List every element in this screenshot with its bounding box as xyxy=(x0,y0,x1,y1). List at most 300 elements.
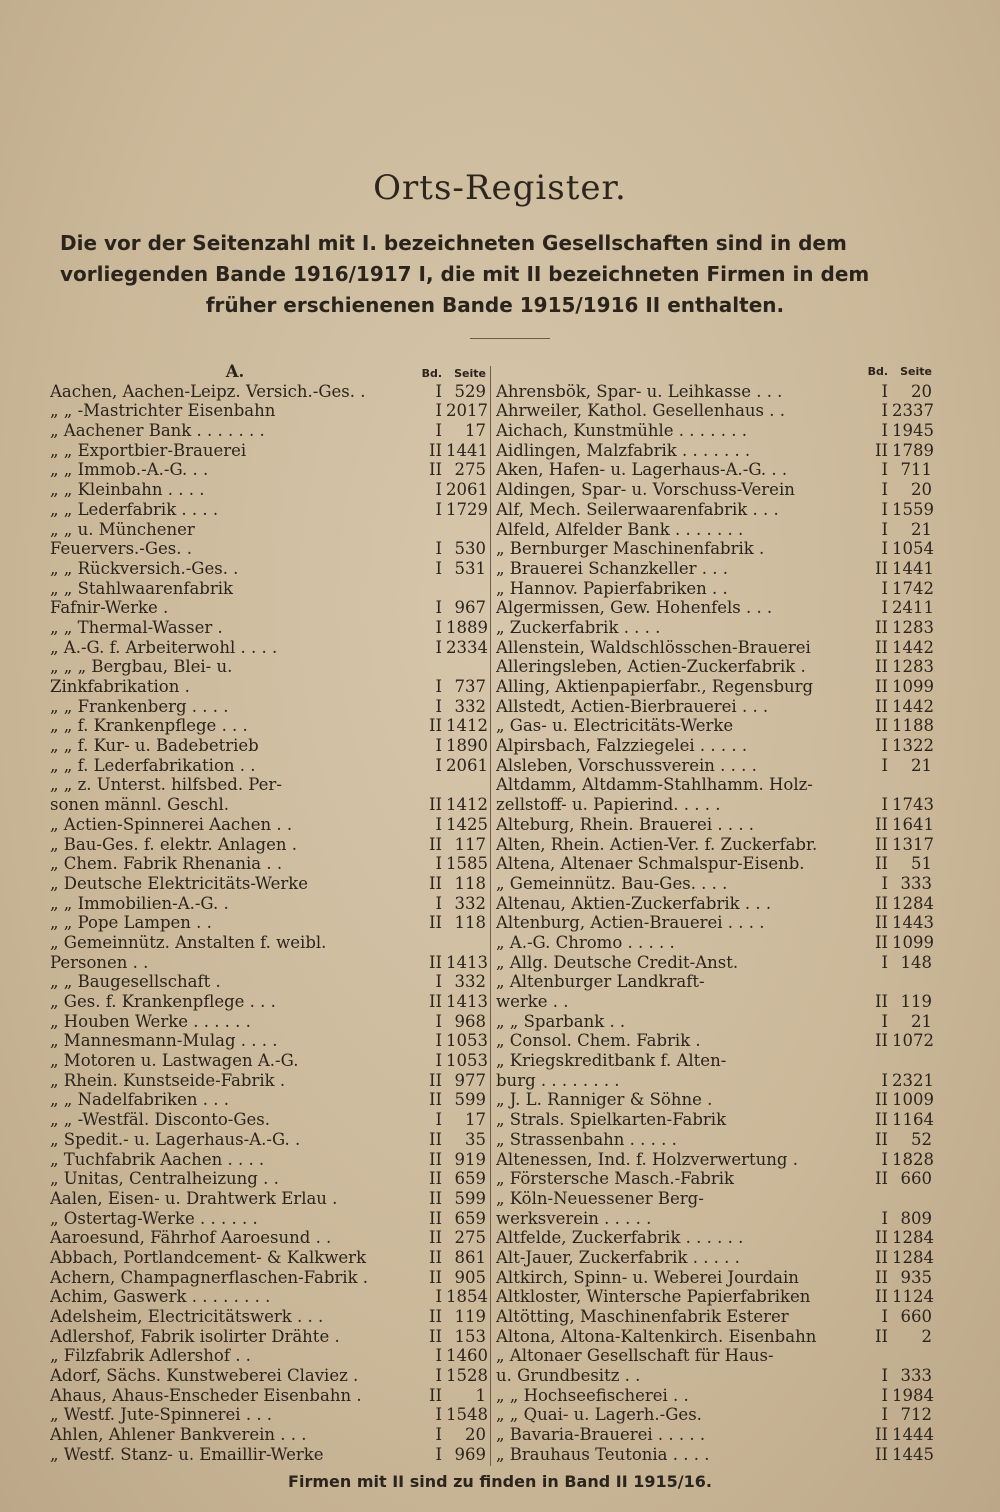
entry-volume: II xyxy=(874,854,888,874)
entry-volume: II xyxy=(428,1385,442,1405)
entry-volume: II xyxy=(428,460,442,480)
footer-note: Firmen mit II sind zu finden in Band II 1915/16. xyxy=(288,1472,712,1491)
entry-page: 530 xyxy=(454,539,486,559)
register-entry xyxy=(496,1012,932,1032)
entry-volume: I xyxy=(881,795,888,815)
entry-volume: II xyxy=(874,1267,888,1287)
entry-name: Ahrweiler, Kathol. Gesellenhaus . . xyxy=(496,401,785,421)
entry-page: 1053 xyxy=(446,1031,488,1051)
register-entry xyxy=(50,1405,486,1425)
register-entry xyxy=(496,933,932,953)
register-entry xyxy=(50,520,486,540)
register-entry xyxy=(50,953,486,973)
entry-name: „ „ Quai- u. Lagerh.-Ges. xyxy=(496,1405,702,1425)
register-entry xyxy=(50,835,486,855)
entry-page: 117 xyxy=(454,834,486,854)
entry-page: 1854 xyxy=(446,1287,488,1307)
section-letter: A. xyxy=(225,362,245,381)
entry-volume: I xyxy=(435,598,442,618)
entry-name: Altenburg, Actien-Brauerei . . . . xyxy=(496,913,765,933)
register-entry xyxy=(50,460,486,480)
register-entry xyxy=(496,815,932,835)
entry-name: „ Chem. Fabrik Rhenania . . xyxy=(50,854,283,874)
entry-page: 809 xyxy=(900,1208,932,1228)
entry-volume: I xyxy=(881,736,888,756)
register-entry xyxy=(496,1228,932,1248)
entry-page: 977 xyxy=(454,1070,486,1090)
register-entry xyxy=(50,579,486,599)
entry-page: 531 xyxy=(454,558,486,578)
entry-page: 1743 xyxy=(892,795,934,815)
entry-name: „ Altonaer Gesellschaft für Haus- xyxy=(496,1346,774,1366)
entry-name: „ „ Stahlwaarenfabrik xyxy=(50,578,234,598)
entry-page: 21 xyxy=(911,755,932,775)
entry-name: Aidlingen, Malzfabrik . . . . . . . xyxy=(496,440,751,460)
entry-volume: II xyxy=(874,1110,888,1130)
entry-name: „ „ „ Bergbau, Blei- u. xyxy=(50,657,233,677)
entry-volume: II xyxy=(874,1287,888,1307)
register-entry xyxy=(50,697,486,717)
register-entry xyxy=(496,716,932,736)
entry-page: 1425 xyxy=(446,814,488,834)
entry-name: „ Strals. Spielkarten-Fabrik xyxy=(496,1110,727,1130)
register-entry xyxy=(496,854,932,874)
register-entry xyxy=(496,1209,932,1229)
entry-page: 529 xyxy=(454,381,486,401)
entry-volume: I xyxy=(881,460,888,480)
entry-page: 333 xyxy=(900,1366,932,1386)
register-entry xyxy=(50,382,486,402)
register-entry xyxy=(496,972,932,992)
entry-name: „ „ Kleinbahn . . . . xyxy=(50,480,205,500)
register-columns xyxy=(50,362,935,1472)
entry-volume: II xyxy=(874,1090,888,1110)
entry-volume: II xyxy=(874,696,888,716)
entry-name: „ Spedit.- u. Lagerhaus-A.-G. . xyxy=(50,1129,301,1149)
entry-name: Ahrensbök, Spar- u. Leihkasse . . . xyxy=(496,381,783,401)
entry-volume: I xyxy=(881,401,888,421)
entry-volume: II xyxy=(874,716,888,736)
entry-volume: I xyxy=(435,854,442,874)
entry-volume: I xyxy=(881,1011,888,1031)
register-entry xyxy=(496,441,932,461)
register-entry xyxy=(496,1130,932,1150)
register-entry xyxy=(496,1346,932,1366)
entry-page: 1413 xyxy=(446,992,488,1011)
column-divider xyxy=(490,366,491,1466)
register-entry xyxy=(50,854,486,874)
entry-volume: I xyxy=(435,677,442,696)
entry-name: „ „ Immob.-A.-G. . . xyxy=(50,460,209,480)
intro-line: früher erschienenen Bande 1915/1916 II enthalten. xyxy=(205,293,785,317)
entry-volume: I xyxy=(881,1208,888,1228)
entry-name: Altötting, Maschinenfabrik Esterer xyxy=(496,1307,789,1326)
entry-volume: I xyxy=(881,1405,888,1425)
register-entry xyxy=(50,874,486,894)
register-entry xyxy=(50,1130,486,1150)
register-entry xyxy=(50,972,486,992)
register-entry xyxy=(496,835,932,855)
entry-name: Alteburg, Rhein. Brauerei . . . . xyxy=(496,814,755,834)
register-entry xyxy=(496,697,932,717)
entry-page: 969 xyxy=(454,1444,486,1464)
entry-page: 148 xyxy=(900,952,932,972)
entry-name: Adorf, Sächs. Kunstweberei Claviez . xyxy=(50,1366,359,1386)
entry-name: Aken, Hafen- u. Lagerhaus-A.-G. . . xyxy=(496,460,788,480)
register-entry xyxy=(50,559,486,579)
entry-page: 712 xyxy=(900,1405,932,1425)
entry-page: 1164 xyxy=(892,1110,934,1130)
register-entry xyxy=(50,756,486,776)
entry-name: „ Rhein. Kunstseide-Fabrik . xyxy=(50,1070,286,1090)
register-entry xyxy=(50,598,486,618)
entry-volume: II xyxy=(428,952,442,972)
entry-volume: II xyxy=(874,1247,888,1267)
entry-page: 1099 xyxy=(892,677,934,696)
register-entry xyxy=(496,1327,932,1347)
register-entry xyxy=(496,500,932,520)
entry-page: 17 xyxy=(465,421,486,441)
register-entry xyxy=(50,1110,486,1130)
entry-volume: II xyxy=(874,657,888,677)
entry-name: „ Ges. f. Krankenpflege . . . xyxy=(50,992,276,1011)
entry-page: 1548 xyxy=(446,1405,488,1425)
register-entry xyxy=(496,992,932,1012)
entry-volume: I xyxy=(881,381,888,401)
register-entry xyxy=(50,992,486,1012)
entry-volume: II xyxy=(428,1149,442,1169)
entry-page: 51 xyxy=(911,854,932,874)
entry-volume: II xyxy=(428,1307,442,1326)
entry-volume: II xyxy=(874,558,888,578)
entry-page: 21 xyxy=(911,519,932,539)
entry-volume: I xyxy=(881,1149,888,1169)
entry-name: Alfeld, Alfelder Bank . . . . . . . xyxy=(496,519,744,539)
register-entry xyxy=(496,894,932,914)
entry-volume: II xyxy=(428,873,442,893)
entry-volume: II xyxy=(428,1208,442,1228)
entry-volume: I xyxy=(881,873,888,893)
entry-name: „ Bavaria-Brauerei . . . . . xyxy=(496,1425,706,1445)
entry-volume: I xyxy=(435,1110,442,1130)
entry-volume: I xyxy=(435,421,442,441)
entry-name: Ahaus, Ahaus-Enscheder Eisenbahn . xyxy=(50,1385,362,1405)
entry-page: 1828 xyxy=(892,1149,934,1169)
entry-volume: I xyxy=(435,972,442,992)
entry-volume: II xyxy=(428,1188,442,1208)
register-entry xyxy=(50,1150,486,1170)
entry-name: werke . . xyxy=(496,992,569,1011)
vol-header: Bd. xyxy=(421,367,442,380)
entry-volume: I xyxy=(435,617,442,637)
entry-page: 332 xyxy=(454,972,486,992)
entry-page: 2061 xyxy=(446,480,488,500)
register-entry xyxy=(496,1189,932,1209)
entry-name: Allstedt, Actien-Bierbrauerei . . . xyxy=(496,696,769,716)
page-title: Orts-Register. xyxy=(373,168,627,208)
entry-name: „ Gemeinnütz. Bau-Ges. . . . xyxy=(496,873,728,893)
register-entry xyxy=(50,1071,486,1091)
register-entry xyxy=(496,618,932,638)
entry-volume: II xyxy=(428,1228,442,1248)
entry-page: 599 xyxy=(454,1090,486,1110)
register-entry xyxy=(496,460,932,480)
entry-volume: II xyxy=(874,1326,888,1346)
register-entry xyxy=(496,1090,932,1110)
register-entry xyxy=(50,1445,486,1465)
register-entry xyxy=(496,1268,932,1288)
register-entry xyxy=(496,1307,932,1327)
entry-name: Allenstein, Waldschlösschen-Brauerei xyxy=(496,637,811,657)
register-entry xyxy=(50,1425,486,1445)
register-entry xyxy=(50,1386,486,1406)
entry-volume: I xyxy=(435,1011,442,1031)
entry-page: 2321 xyxy=(892,1070,934,1090)
entry-name: Achern, Champagnerflaschen-Fabrik . xyxy=(50,1267,369,1287)
entry-volume: II xyxy=(428,1129,442,1149)
entry-name: „ Consol. Chem. Fabrik . xyxy=(496,1031,701,1051)
register-entry xyxy=(50,736,486,756)
entry-page: 1054 xyxy=(892,539,934,559)
entry-volume: I xyxy=(435,1405,442,1425)
entry-volume: II xyxy=(428,795,442,815)
entry-volume: I xyxy=(435,558,442,578)
entry-page: 20 xyxy=(465,1425,486,1445)
register-entry xyxy=(50,480,486,500)
entry-page: 1789 xyxy=(892,440,934,460)
register-entry xyxy=(496,1169,932,1189)
entry-volume: I xyxy=(435,1444,442,1464)
register-entry xyxy=(496,1366,932,1386)
entry-name: Achim, Gaswerk . . . . . . . . xyxy=(50,1287,271,1307)
entry-name: „ Bau-Ges. f. elektr. Anlagen . xyxy=(50,834,297,854)
entry-name: Altkirch, Spinn- u. Weberei Jourdain xyxy=(496,1267,799,1287)
entry-volume: I xyxy=(881,539,888,559)
entry-page: 1322 xyxy=(892,736,934,756)
entry-page: 737 xyxy=(454,677,486,696)
entry-name: Adlershof, Fabrik isolirter Drähte . xyxy=(50,1326,340,1346)
entry-name: „ Gemeinnütz. Anstalten f. weibl. xyxy=(50,932,327,952)
register-entry xyxy=(50,677,486,697)
entry-page: 1443 xyxy=(892,913,934,933)
register-entry xyxy=(496,756,932,776)
register-entry xyxy=(496,480,932,500)
entry-name: Aldingen, Spar- u. Vorschuss-Verein xyxy=(496,480,795,500)
entry-volume: I xyxy=(435,755,442,775)
entry-name: „ „ -Mastrichter Eisenbahn xyxy=(50,401,276,421)
entry-page: 275 xyxy=(454,460,486,480)
entry-volume: I xyxy=(435,1031,442,1051)
register-entry xyxy=(50,775,486,795)
entry-volume: II xyxy=(428,1247,442,1267)
entry-volume: I xyxy=(881,519,888,539)
entry-name: „ Deutsche Elektricitäts-Werke xyxy=(50,873,309,893)
entry-volume: I xyxy=(435,401,442,421)
entry-volume: II xyxy=(428,992,442,1011)
entry-volume: I xyxy=(881,598,888,618)
entry-page: 1444 xyxy=(892,1425,934,1445)
entry-page: 660 xyxy=(900,1307,932,1326)
entry-page: 660 xyxy=(900,1169,932,1189)
entry-name: „ Aachener Bank . . . . . . . xyxy=(50,421,265,441)
entry-page: 1984 xyxy=(892,1385,934,1405)
entry-page: 1124 xyxy=(892,1287,934,1307)
register-entry xyxy=(50,539,486,559)
entry-page: 1 xyxy=(475,1385,486,1405)
register-entry xyxy=(496,1150,932,1170)
entry-page: 1641 xyxy=(892,814,934,834)
entry-page: 2337 xyxy=(892,401,934,421)
entry-page: 2061 xyxy=(446,755,488,775)
entry-page: 1317 xyxy=(892,834,934,854)
entry-name: Alling, Aktienpapierfabr., Regensburg xyxy=(496,677,814,696)
register-entry xyxy=(50,1268,486,1288)
entry-page: 275 xyxy=(454,1228,486,1248)
register-entry xyxy=(50,1189,486,1209)
entry-name: „ „ Sparbank . . xyxy=(496,1011,626,1031)
entry-page: 1441 xyxy=(446,440,488,460)
register-entry xyxy=(50,795,486,815)
entry-volume: II xyxy=(874,1031,888,1051)
entry-volume: I xyxy=(435,499,442,519)
entry-name: „ „ f. Lederfabrikation . . xyxy=(50,755,256,775)
entry-name: „ Brauerei Schanzkeller . . . xyxy=(496,558,728,578)
entry-name: Zinkfabrikation . xyxy=(50,677,190,696)
entry-name: Alsleben, Vorschussverein . . . . xyxy=(496,755,757,775)
register-entry xyxy=(50,933,486,953)
entry-name: „ Actien-Spinnerei Aachen . . xyxy=(50,814,293,834)
entry-name: Personen . . xyxy=(50,952,149,972)
entry-page: 118 xyxy=(454,913,486,933)
register-entry xyxy=(496,1051,932,1071)
entry-name: u. Grundbesitz . . xyxy=(496,1366,641,1386)
entry-page: 1442 xyxy=(892,637,934,657)
entry-name: „ Zuckerfabrik . . . . xyxy=(496,617,661,637)
register-entry xyxy=(496,657,932,677)
entry-volume: II xyxy=(874,893,888,913)
entry-volume: I xyxy=(435,539,442,559)
register-entry xyxy=(50,1287,486,1307)
entry-page: 1283 xyxy=(892,657,934,677)
entry-page: 1729 xyxy=(446,499,488,519)
register-entry xyxy=(50,1346,486,1366)
register-entry xyxy=(50,1169,486,1189)
entry-name: „ „ Exportbier-Brauerei xyxy=(50,440,247,460)
entry-name: „ „ Frankenberg . . . . xyxy=(50,696,229,716)
entry-volume: II xyxy=(428,1267,442,1287)
entry-name: „ Tuchfabrik Aachen . . . . xyxy=(50,1149,265,1169)
entry-name: „ Brauhaus Teutonia . . . . xyxy=(496,1444,710,1464)
register-entry xyxy=(50,1051,486,1071)
entry-volume: I xyxy=(881,952,888,972)
entry-volume: I xyxy=(435,736,442,756)
entry-page: 1053 xyxy=(446,1051,488,1071)
entry-name: „ Kriegskreditbank f. Alten- xyxy=(496,1051,727,1071)
intro-notice xyxy=(60,228,930,321)
register-entry xyxy=(50,913,486,933)
entry-volume: II xyxy=(874,1444,888,1464)
register-entry xyxy=(50,716,486,736)
register-entry xyxy=(50,1248,486,1268)
entry-page: 1072 xyxy=(892,1031,934,1051)
entry-name: „ „ u. Münchener xyxy=(50,519,195,539)
register-entry xyxy=(50,638,486,658)
entry-page: 21 xyxy=(911,1011,932,1031)
entry-page: 1585 xyxy=(446,854,488,874)
register-entry xyxy=(496,401,932,421)
entry-name: Alpirsbach, Falzziegelei . . . . . xyxy=(496,736,748,756)
entry-name: Aalen, Eisen- u. Drahtwerk Erlau . xyxy=(50,1188,338,1208)
entry-name: Aaroesund, Fährhof Aaroesund . . xyxy=(50,1228,332,1248)
register-entry xyxy=(496,736,932,756)
entry-name: „ Houben Werke . . . . . . xyxy=(50,1011,251,1031)
entry-volume: I xyxy=(435,637,442,657)
entry-name: Fafnir-Werke . xyxy=(50,598,169,618)
register-entry xyxy=(496,1110,932,1130)
page-header: Seite xyxy=(900,365,932,378)
entry-name: „ „ Baugesellschaft . xyxy=(50,972,221,992)
entry-name: Altfelde, Zuckerfabrik . . . . . . xyxy=(496,1228,744,1248)
entry-page: 659 xyxy=(454,1169,486,1189)
entry-page: 35 xyxy=(465,1129,486,1149)
register-entry xyxy=(496,1071,932,1091)
register-entry xyxy=(496,520,932,540)
entry-name: Alleringsleben, Actien-Zuckerfabrik . xyxy=(496,657,806,677)
column-header xyxy=(496,362,932,382)
entry-volume: II xyxy=(874,814,888,834)
entry-name: „ „ Immobilien-A.-G. . xyxy=(50,893,229,913)
entry-name: „ Mannesmann-Mulag . . . . xyxy=(50,1031,278,1051)
entry-name: „ „ Thermal-Wasser . xyxy=(50,617,223,637)
entry-name: Alf, Mech. Seilerwaarenfabrik . . . xyxy=(496,499,779,519)
entry-page: 333 xyxy=(900,873,932,893)
entry-name: „ Westf. Jute-Spinnerei . . . xyxy=(50,1405,273,1425)
entry-volume: I xyxy=(435,1051,442,1071)
entry-name: burg . . . . . . . . xyxy=(496,1070,620,1090)
entry-name: „ Gas- u. Electricitäts-Werke xyxy=(496,716,734,736)
register-entry xyxy=(496,913,932,933)
entry-volume: II xyxy=(428,1326,442,1346)
entry-volume: II xyxy=(874,617,888,637)
entry-name: Aichach, Kunstmühle . . . . . . . xyxy=(496,421,747,441)
register-entry xyxy=(50,500,486,520)
register-entry xyxy=(50,618,486,638)
register-entry xyxy=(50,1031,486,1051)
entry-page: 1413 xyxy=(446,952,488,972)
entry-volume: I xyxy=(435,696,442,716)
entry-name: „ „ Nadelfabriken . . . xyxy=(50,1090,229,1110)
entry-volume: I xyxy=(435,1287,442,1307)
entry-page: 659 xyxy=(454,1208,486,1228)
entry-name: „ Altenburger Landkraft- xyxy=(496,972,705,992)
entry-name: „ Unitas, Centralheizung . . xyxy=(50,1169,279,1189)
entry-volume: I xyxy=(881,421,888,441)
intro-line: Die vor der Seitenzahl mit I. bezeichneten Gesellschaften sind in dem xyxy=(60,231,847,255)
register-entry xyxy=(496,775,932,795)
register-entry xyxy=(496,1445,932,1465)
register-entry xyxy=(496,1386,932,1406)
entry-volume: II xyxy=(874,677,888,696)
register-entry xyxy=(50,421,486,441)
register-entry xyxy=(496,874,932,894)
intro-line: vorliegenden Bande 1916/1917 I, die mit II bezeichneten Firmen in dem xyxy=(60,262,870,286)
entry-name: Altena, Altenaer Schmalspur-Eisenb. xyxy=(496,854,805,874)
entry-volume: II xyxy=(428,1090,442,1110)
entry-page: 1460 xyxy=(446,1346,488,1366)
entry-name: Altenessen, Ind. f. Holzverwertung . xyxy=(496,1149,798,1169)
entry-name: Altenau, Aktien-Zuckerfabrik . . . xyxy=(496,893,772,913)
entry-page: 119 xyxy=(900,992,932,1011)
